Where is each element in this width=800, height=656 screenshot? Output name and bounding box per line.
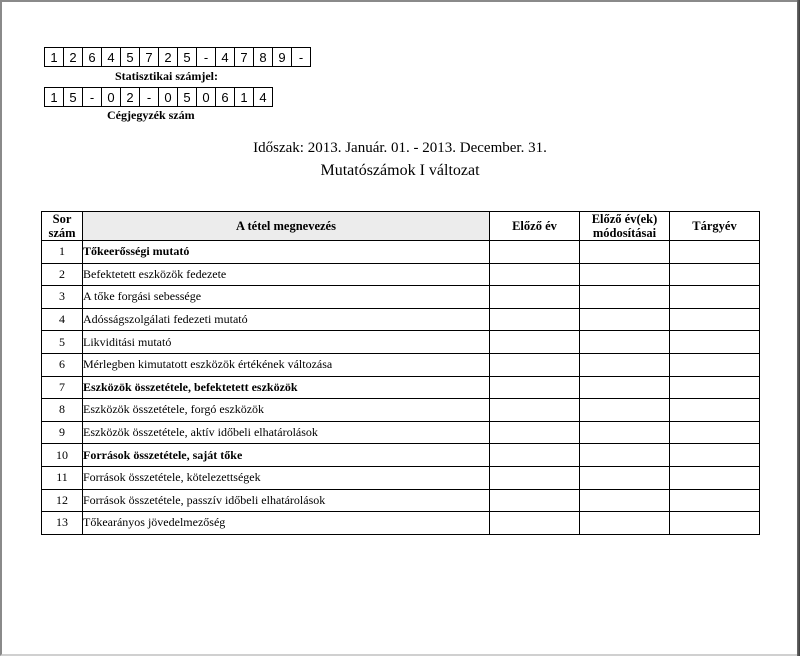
row-number-cell: 6 bbox=[42, 353, 83, 376]
adjustments-cell[interactable] bbox=[580, 444, 670, 467]
row-number-cell: 4 bbox=[42, 308, 83, 331]
previous-year-cell[interactable] bbox=[490, 263, 580, 286]
current-year-cell[interactable] bbox=[670, 331, 760, 354]
company-registration-boxes bbox=[44, 87, 273, 107]
row-number-cell: 11 bbox=[42, 466, 83, 489]
previous-year-cell[interactable] bbox=[490, 444, 580, 467]
statistical-number-label: Statisztikai számjel: bbox=[115, 69, 218, 83]
item-name-cell: Tőkeerősségi mutató bbox=[83, 241, 490, 264]
adjustments-cell[interactable] bbox=[580, 263, 670, 286]
item-name-cell: Likviditási mutató bbox=[83, 331, 490, 354]
table-row bbox=[42, 376, 760, 399]
item-name-cell: Befektetett eszközök fedezete bbox=[83, 263, 490, 286]
company-registration-digit-box: 5 bbox=[64, 87, 83, 107]
table-row bbox=[42, 489, 760, 512]
company-registration-digit-box: 0 bbox=[197, 87, 216, 107]
adjustments-cell[interactable] bbox=[580, 286, 670, 309]
item-name-cell: Tőkearányos jövedelmezőség bbox=[83, 512, 490, 535]
statistical-number-digit-box: 7 bbox=[140, 47, 159, 67]
row-number-cell: 2 bbox=[42, 263, 83, 286]
statistical-number-digit-box: - bbox=[292, 47, 311, 67]
previous-year-cell[interactable] bbox=[490, 331, 580, 354]
current-year-cell[interactable] bbox=[670, 376, 760, 399]
adjustments-cell[interactable] bbox=[580, 376, 670, 399]
statistical-number-digit-box: 5 bbox=[121, 47, 140, 67]
row-number-cell: 9 bbox=[42, 421, 83, 444]
previous-year-cell[interactable] bbox=[490, 512, 580, 535]
row-number-cell: 7 bbox=[42, 376, 83, 399]
header-current-year: Tárgyév bbox=[670, 212, 760, 241]
statistical-number-boxes bbox=[44, 47, 311, 67]
current-year-cell[interactable] bbox=[670, 421, 760, 444]
header-item-name: A tétel megnevezés bbox=[83, 212, 490, 241]
table-row bbox=[42, 263, 760, 286]
company-registration-digit-box: 1 bbox=[45, 87, 64, 107]
statistical-number-digit-box: 2 bbox=[64, 47, 83, 67]
company-registration-digit-box: 1 bbox=[235, 87, 254, 107]
current-year-cell[interactable] bbox=[670, 444, 760, 467]
company-registration-digit-box: 2 bbox=[121, 87, 140, 107]
current-year-cell[interactable] bbox=[670, 353, 760, 376]
adjustments-cell[interactable] bbox=[580, 421, 670, 444]
company-registration-label: Cégjegyzék szám bbox=[107, 108, 195, 122]
row-number-cell: 5 bbox=[42, 331, 83, 354]
current-year-cell[interactable] bbox=[670, 286, 760, 309]
table-row bbox=[42, 286, 760, 309]
row-number-cell: 12 bbox=[42, 489, 83, 512]
period-line: Időszak: 2013. Január. 01. - 2013. December. 31. bbox=[253, 140, 547, 156]
adjustments-cell[interactable] bbox=[580, 308, 670, 331]
item-name-cell: Források összetétele, passzív időbeli elhatárolások bbox=[83, 489, 490, 512]
current-year-cell[interactable] bbox=[670, 308, 760, 331]
adjustments-cell[interactable] bbox=[580, 331, 670, 354]
table-row bbox=[42, 331, 760, 354]
indicators-table bbox=[41, 211, 760, 535]
item-name-cell: Források összetétele, kötelezettségek bbox=[83, 466, 490, 489]
company-registration-digit-box: 0 bbox=[159, 87, 178, 107]
item-name-cell: A tőke forgási sebessége bbox=[83, 286, 490, 309]
row-number-cell: 3 bbox=[42, 286, 83, 309]
statistical-number-digit-box: 9 bbox=[273, 47, 292, 67]
adjustments-cell[interactable] bbox=[580, 241, 670, 264]
current-year-cell[interactable] bbox=[670, 466, 760, 489]
item-name-cell: Források összetétele, saját tőke bbox=[83, 444, 490, 467]
previous-year-cell[interactable] bbox=[490, 399, 580, 422]
row-number-cell: 10 bbox=[42, 444, 83, 467]
statistical-number-digit-box: 2 bbox=[159, 47, 178, 67]
row-number-cell: 1 bbox=[42, 241, 83, 264]
header-previous-year: Előző év bbox=[490, 212, 580, 241]
row-number-cell: 8 bbox=[42, 399, 83, 422]
company-registration-digit-box: 5 bbox=[178, 87, 197, 107]
company-registration-digit-box: 0 bbox=[102, 87, 121, 107]
previous-year-cell[interactable] bbox=[490, 489, 580, 512]
statistical-number-digit-box: 5 bbox=[178, 47, 197, 67]
statistical-number-digit-box: 4 bbox=[102, 47, 121, 67]
previous-year-cell[interactable] bbox=[490, 421, 580, 444]
table-row bbox=[42, 466, 760, 489]
table-row bbox=[42, 241, 760, 264]
current-year-cell[interactable] bbox=[670, 512, 760, 535]
company-registration-digit-box: 4 bbox=[254, 87, 273, 107]
company-registration-digit-box: - bbox=[83, 87, 102, 107]
item-name-cell: Mérlegben kimutatott eszközök értékének változása bbox=[83, 353, 490, 376]
previous-year-cell[interactable] bbox=[490, 241, 580, 264]
item-name-cell: Eszközök összetétele, forgó eszközök bbox=[83, 399, 490, 422]
statistical-number-digit-box: - bbox=[197, 47, 216, 67]
adjustments-cell[interactable] bbox=[580, 353, 670, 376]
statistical-number-digit-box: 7 bbox=[235, 47, 254, 67]
document-subtitle: Mutatószámok I változat bbox=[320, 162, 480, 179]
table-row bbox=[42, 512, 760, 535]
previous-year-cell[interactable] bbox=[490, 376, 580, 399]
previous-year-cell[interactable] bbox=[490, 353, 580, 376]
adjustments-cell[interactable] bbox=[580, 399, 670, 422]
adjustments-cell[interactable] bbox=[580, 466, 670, 489]
header-row-number: Sor szám bbox=[42, 212, 83, 241]
current-year-cell[interactable] bbox=[670, 263, 760, 286]
item-name-cell: Eszközök összetétele, befektetett eszközök bbox=[83, 376, 490, 399]
company-registration-digit-box: 6 bbox=[216, 87, 235, 107]
item-name-cell: Eszközök összetétele, aktív időbeli elhatárolások bbox=[83, 421, 490, 444]
table-row bbox=[42, 353, 760, 376]
table-row bbox=[42, 421, 760, 444]
table-row bbox=[42, 399, 760, 422]
adjustments-cell[interactable] bbox=[580, 489, 670, 512]
statistical-number-digit-box: 4 bbox=[216, 47, 235, 67]
current-year-cell[interactable] bbox=[670, 399, 760, 422]
table-header-row bbox=[42, 212, 760, 241]
table-row bbox=[42, 308, 760, 331]
previous-year-cell[interactable] bbox=[490, 466, 580, 489]
company-registration-digit-box: - bbox=[140, 87, 159, 107]
statistical-number-digit-box: 8 bbox=[254, 47, 273, 67]
header-previous-year-adjustments: Előző év(ek) módosításai bbox=[580, 212, 670, 241]
table-body bbox=[42, 241, 760, 535]
current-year-cell[interactable] bbox=[670, 489, 760, 512]
statistical-number-digit-box: 1 bbox=[45, 47, 64, 67]
previous-year-cell[interactable] bbox=[490, 286, 580, 309]
statistical-number-digit-box: 6 bbox=[83, 47, 102, 67]
item-name-cell: Adósságszolgálati fedezeti mutató bbox=[83, 308, 490, 331]
adjustments-cell[interactable] bbox=[580, 512, 670, 535]
previous-year-cell[interactable] bbox=[490, 308, 580, 331]
row-number-cell: 13 bbox=[42, 512, 83, 535]
current-year-cell[interactable] bbox=[670, 241, 760, 264]
table-row bbox=[42, 444, 760, 467]
